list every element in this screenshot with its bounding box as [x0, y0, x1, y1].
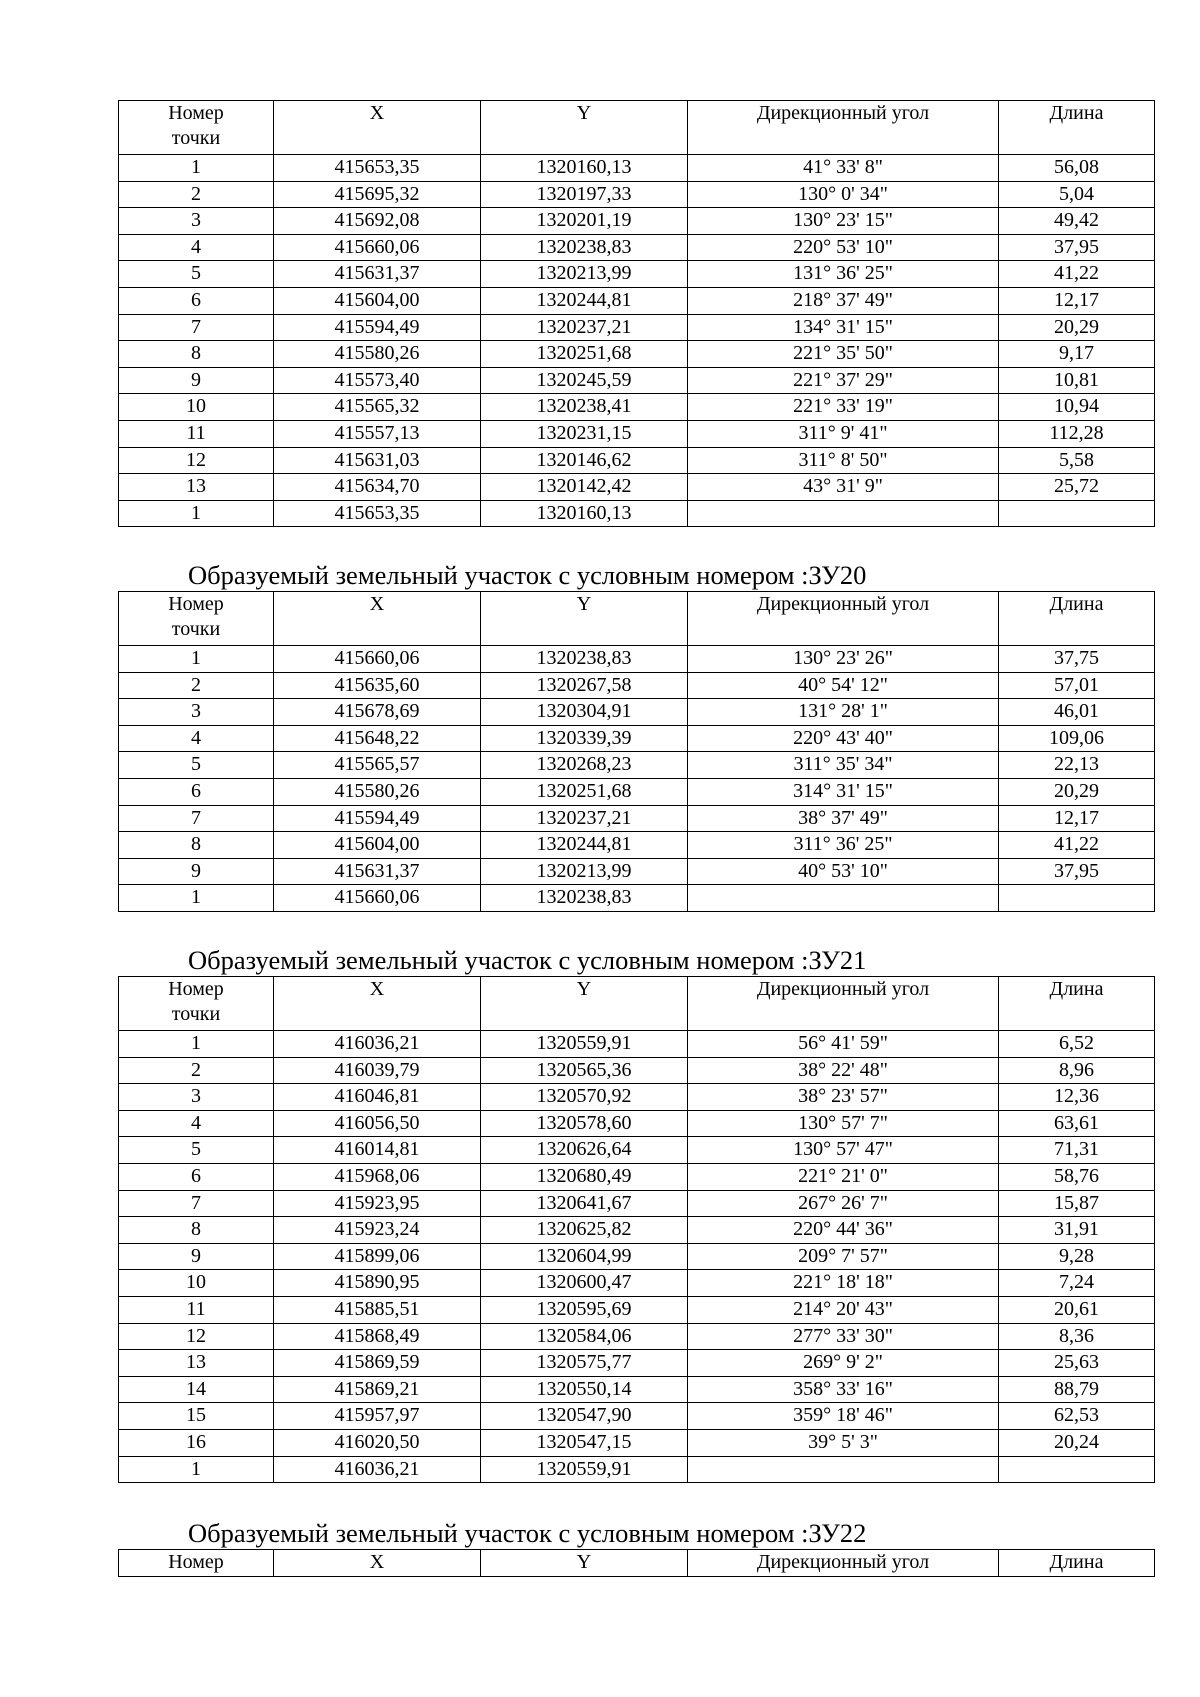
cell-x: 415885,51 — [274, 1296, 481, 1323]
coordinates-table-zu22 — [118, 1549, 1155, 1577]
cell-x: 416036,21 — [274, 1031, 481, 1058]
cell-point-number: 2 — [119, 181, 274, 208]
cell-point-number: 5 — [119, 1137, 274, 1164]
cell-direction-angle: 359° 18' 46" — [688, 1403, 999, 1430]
table-row — [119, 1270, 1155, 1297]
cell-x: 415631,37 — [274, 858, 481, 885]
header-y: Y — [481, 101, 688, 155]
cell-length: 12,36 — [999, 1084, 1155, 1111]
cell-point-number: 6 — [119, 1163, 274, 1190]
cell-y: 1320625,82 — [481, 1217, 688, 1244]
header-length: Длина — [999, 1550, 1155, 1577]
cell-direction-angle: 131° 36' 25" — [688, 261, 999, 288]
cell-y: 1320547,15 — [481, 1429, 688, 1456]
cell-point-number: 4 — [119, 234, 274, 261]
header-x: X — [274, 1550, 481, 1577]
cell-length: 15,87 — [999, 1190, 1155, 1217]
cell-direction-angle: 38° 37' 49" — [688, 805, 999, 832]
cell-x: 416020,50 — [274, 1429, 481, 1456]
cell-direction-angle: 130° 0' 34" — [688, 181, 999, 208]
cell-point-number: 11 — [119, 420, 274, 447]
table-row — [119, 500, 1155, 527]
table-row — [119, 1403, 1155, 1430]
cell-length: 20,24 — [999, 1429, 1155, 1456]
cell-length: 112,28 — [999, 420, 1155, 447]
cell-y: 1320238,83 — [481, 234, 688, 261]
cell-length: 8,36 — [999, 1323, 1155, 1350]
cell-point-number: 5 — [119, 261, 274, 288]
cell-direction-angle: 38° 22' 48" — [688, 1057, 999, 1084]
cell-point-number: 10 — [119, 1270, 274, 1297]
table-row — [119, 1110, 1155, 1137]
cell-point-number: 1 — [119, 646, 274, 673]
cell-x: 415580,26 — [274, 341, 481, 368]
table-row — [119, 1084, 1155, 1111]
cell-length: 5,58 — [999, 447, 1155, 474]
cell-length: 20,29 — [999, 778, 1155, 805]
cell-point-number: 12 — [119, 1323, 274, 1350]
cell-x: 415869,59 — [274, 1350, 481, 1377]
cell-x: 415580,26 — [274, 778, 481, 805]
cell-direction-angle: 56° 41' 59" — [688, 1031, 999, 1058]
cell-point-number: 16 — [119, 1429, 274, 1456]
table-row — [119, 1217, 1155, 1244]
cell-length — [999, 500, 1155, 527]
header-direction-angle: Дирекционный угол — [688, 1550, 999, 1577]
table-header-row — [119, 1550, 1155, 1577]
table-row — [119, 261, 1155, 288]
cell-point-number: 3 — [119, 699, 274, 726]
cell-length: 88,79 — [999, 1376, 1155, 1403]
table-row — [119, 752, 1155, 779]
cell-length: 49,42 — [999, 208, 1155, 235]
table-row — [119, 447, 1155, 474]
header-point-number: Номер — [119, 1550, 274, 1577]
cell-y: 1320550,14 — [481, 1376, 688, 1403]
cell-direction-angle: 221° 21' 0" — [688, 1163, 999, 1190]
cell-x: 415890,95 — [274, 1270, 481, 1297]
cell-length: 5,04 — [999, 181, 1155, 208]
cell-length: 10,81 — [999, 367, 1155, 394]
cell-y: 1320570,92 — [481, 1084, 688, 1111]
cell-y: 1320565,36 — [481, 1057, 688, 1084]
cell-point-number: 11 — [119, 1296, 274, 1323]
cell-direction-angle: 220° 53' 10" — [688, 234, 999, 261]
cell-length: 12,17 — [999, 287, 1155, 314]
cell-x: 416056,50 — [274, 1110, 481, 1137]
cell-y: 1320237,21 — [481, 805, 688, 832]
header-direction-angle: Дирекционный угол — [688, 592, 999, 646]
table-row — [119, 1376, 1155, 1403]
cell-point-number: 9 — [119, 858, 274, 885]
cell-y: 1320584,06 — [481, 1323, 688, 1350]
cell-x: 415869,21 — [274, 1376, 481, 1403]
cell-direction-angle: 43° 31' 9" — [688, 474, 999, 501]
cell-point-number: 1 — [119, 1031, 274, 1058]
table-row — [119, 234, 1155, 261]
table-row — [119, 1429, 1155, 1456]
header-length: Длина — [999, 101, 1155, 155]
cell-length: 63,61 — [999, 1110, 1155, 1137]
cell-y: 1320547,90 — [481, 1403, 688, 1430]
cell-y: 1320213,99 — [481, 261, 688, 288]
section-title-zu22: Образуемый земельный участок с условным номером :ЗУ22 — [188, 1518, 867, 1548]
cell-y: 1320578,60 — [481, 1110, 688, 1137]
table-row — [119, 1323, 1155, 1350]
table-row — [119, 367, 1155, 394]
cell-point-number: 1 — [119, 1456, 274, 1483]
cell-x: 415899,06 — [274, 1243, 481, 1270]
cell-point-number: 9 — [119, 1243, 274, 1270]
cell-length: 41,22 — [999, 261, 1155, 288]
header-direction-angle: Дирекционный угол — [688, 977, 999, 1031]
cell-y: 1320641,67 — [481, 1190, 688, 1217]
table-row — [119, 1456, 1155, 1483]
cell-y: 1320339,39 — [481, 725, 688, 752]
cell-direction-angle: 218° 37' 49" — [688, 287, 999, 314]
cell-x: 416014,81 — [274, 1137, 481, 1164]
cell-y: 1320559,91 — [481, 1031, 688, 1058]
section-title-zu21: Образуемый земельный участок с условным номером :ЗУ21 — [188, 945, 867, 975]
cell-point-number: 7 — [119, 1190, 274, 1217]
cell-y: 1320238,83 — [481, 646, 688, 673]
cell-length: 9,17 — [999, 341, 1155, 368]
header-point-number: Номер точки — [119, 592, 274, 646]
cell-y: 1320238,83 — [481, 885, 688, 912]
cell-point-number: 10 — [119, 394, 274, 421]
cell-point-number: 8 — [119, 341, 274, 368]
cell-point-number: 4 — [119, 725, 274, 752]
cell-direction-angle: 314° 31' 15" — [688, 778, 999, 805]
cell-length: 37,95 — [999, 858, 1155, 885]
cell-direction-angle: 40° 54' 12" — [688, 672, 999, 699]
cell-length: 46,01 — [999, 699, 1155, 726]
cell-length — [999, 885, 1155, 912]
cell-direction-angle: 221° 35' 50" — [688, 341, 999, 368]
header-direction-angle: Дирекционный угол — [688, 101, 999, 155]
table-row — [119, 805, 1155, 832]
cell-direction-angle: 269° 9' 2" — [688, 1350, 999, 1377]
cell-y: 1320600,47 — [481, 1270, 688, 1297]
cell-direction-angle: 220° 43' 40" — [688, 725, 999, 752]
cell-x: 415635,60 — [274, 672, 481, 699]
cell-direction-angle: 277° 33' 30" — [688, 1323, 999, 1350]
table-row — [119, 181, 1155, 208]
cell-point-number: 8 — [119, 832, 274, 859]
cell-x: 415604,00 — [274, 832, 481, 859]
header-y: Y — [481, 977, 688, 1031]
cell-x: 415565,57 — [274, 752, 481, 779]
cell-y: 1320142,42 — [481, 474, 688, 501]
table-row — [119, 885, 1155, 912]
table-row — [119, 341, 1155, 368]
cell-length: 12,17 — [999, 805, 1155, 832]
cell-x: 415968,06 — [274, 1163, 481, 1190]
cell-y: 1320146,62 — [481, 447, 688, 474]
cell-x: 416036,21 — [274, 1456, 481, 1483]
cell-y: 1320213,99 — [481, 858, 688, 885]
table-row — [119, 155, 1155, 182]
cell-length: 25,72 — [999, 474, 1155, 501]
table-row — [119, 858, 1155, 885]
cell-point-number: 5 — [119, 752, 274, 779]
table-row — [119, 699, 1155, 726]
cell-direction-angle: 209° 7' 57" — [688, 1243, 999, 1270]
cell-direction-angle: 221° 18' 18" — [688, 1270, 999, 1297]
cell-length: 25,63 — [999, 1350, 1155, 1377]
cell-length: 41,22 — [999, 832, 1155, 859]
cell-direction-angle: 130° 57' 7" — [688, 1110, 999, 1137]
section-title-zu20: Образуемый земельный участок с условным номером :ЗУ20 — [188, 560, 867, 590]
cell-y: 1320680,49 — [481, 1163, 688, 1190]
cell-y: 1320268,23 — [481, 752, 688, 779]
cell-length — [999, 1456, 1155, 1483]
cell-x: 415557,13 — [274, 420, 481, 447]
header-y: Y — [481, 592, 688, 646]
cell-y: 1320251,68 — [481, 778, 688, 805]
cell-point-number: 3 — [119, 1084, 274, 1111]
cell-point-number: 13 — [119, 1350, 274, 1377]
header-length: Длина — [999, 977, 1155, 1031]
table-row — [119, 1163, 1155, 1190]
cell-direction-angle — [688, 1456, 999, 1483]
table-row — [119, 672, 1155, 699]
cell-x: 415631,37 — [274, 261, 481, 288]
cell-x: 416039,79 — [274, 1057, 481, 1084]
cell-point-number: 15 — [119, 1403, 274, 1430]
cell-x: 415634,70 — [274, 474, 481, 501]
table-header-row — [119, 101, 1155, 155]
cell-direction-angle: 311° 8' 50" — [688, 447, 999, 474]
cell-length: 20,61 — [999, 1296, 1155, 1323]
cell-y: 1320160,13 — [481, 155, 688, 182]
cell-direction-angle: 221° 33' 19" — [688, 394, 999, 421]
cell-direction-angle: 40° 53' 10" — [688, 858, 999, 885]
cell-direction-angle: 221° 37' 29" — [688, 367, 999, 394]
cell-direction-angle: 41° 33' 8" — [688, 155, 999, 182]
cell-direction-angle: 311° 35' 34" — [688, 752, 999, 779]
cell-y: 1320559,91 — [481, 1456, 688, 1483]
cell-y: 1320251,68 — [481, 341, 688, 368]
cell-direction-angle: 267° 26' 7" — [688, 1190, 999, 1217]
cell-x: 415678,69 — [274, 699, 481, 726]
cell-length: 71,31 — [999, 1137, 1155, 1164]
table-row — [119, 646, 1155, 673]
cell-length: 7,24 — [999, 1270, 1155, 1297]
cell-y: 1320626,64 — [481, 1137, 688, 1164]
cell-direction-angle: 130° 23' 15" — [688, 208, 999, 235]
cell-direction-angle — [688, 500, 999, 527]
cell-length: 37,75 — [999, 646, 1155, 673]
table-row — [119, 314, 1155, 341]
cell-x: 415692,08 — [274, 208, 481, 235]
cell-length: 58,76 — [999, 1163, 1155, 1190]
cell-direction-angle: 39° 5' 3" — [688, 1429, 999, 1456]
table-row — [119, 832, 1155, 859]
cell-x: 415695,32 — [274, 181, 481, 208]
cell-x: 415660,06 — [274, 885, 481, 912]
header-x: X — [274, 101, 481, 155]
cell-x: 415653,35 — [274, 155, 481, 182]
cell-direction-angle: 358° 33' 16" — [688, 1376, 999, 1403]
cell-point-number: 1 — [119, 885, 274, 912]
cell-length: 31,91 — [999, 1217, 1155, 1244]
cell-x: 415653,35 — [274, 500, 481, 527]
header-x: X — [274, 592, 481, 646]
cell-point-number: 12 — [119, 447, 274, 474]
table-row — [119, 1190, 1155, 1217]
coordinates-table-1 — [118, 100, 1155, 527]
cell-y: 1320244,81 — [481, 287, 688, 314]
header-x: X — [274, 977, 481, 1031]
cell-direction-angle: 214° 20' 43" — [688, 1296, 999, 1323]
cell-point-number: 4 — [119, 1110, 274, 1137]
cell-length: 8,96 — [999, 1057, 1155, 1084]
cell-point-number: 2 — [119, 672, 274, 699]
cell-x: 415573,40 — [274, 367, 481, 394]
header-length: Длина — [999, 592, 1155, 646]
cell-y: 1320304,91 — [481, 699, 688, 726]
cell-direction-angle: 220° 44' 36" — [688, 1217, 999, 1244]
cell-x: 415565,32 — [274, 394, 481, 421]
table-row — [119, 1350, 1155, 1377]
header-y: Y — [481, 1550, 688, 1577]
cell-x: 415923,95 — [274, 1190, 481, 1217]
cell-y: 1320197,33 — [481, 181, 688, 208]
table-row — [119, 1243, 1155, 1270]
cell-x: 415660,06 — [274, 646, 481, 673]
cell-point-number: 3 — [119, 208, 274, 235]
table-row — [119, 420, 1155, 447]
cell-length: 37,95 — [999, 234, 1155, 261]
cell-length: 62,53 — [999, 1403, 1155, 1430]
table-row — [119, 1137, 1155, 1164]
cell-length: 9,28 — [999, 1243, 1155, 1270]
cell-y: 1320160,13 — [481, 500, 688, 527]
cell-point-number: 7 — [119, 314, 274, 341]
table-row — [119, 1296, 1155, 1323]
table-row — [119, 287, 1155, 314]
cell-length: 10,94 — [999, 394, 1155, 421]
table-row — [119, 1057, 1155, 1084]
cell-direction-angle: 130° 23' 26" — [688, 646, 999, 673]
cell-point-number: 13 — [119, 474, 274, 501]
coordinates-table-zu21 — [118, 976, 1155, 1483]
cell-length: 56,08 — [999, 155, 1155, 182]
cell-x: 415957,97 — [274, 1403, 481, 1430]
cell-x: 415868,49 — [274, 1323, 481, 1350]
cell-direction-angle: 311° 36' 25" — [688, 832, 999, 859]
cell-y: 1320604,99 — [481, 1243, 688, 1270]
coordinates-table-zu20 — [118, 591, 1155, 912]
cell-length: 57,01 — [999, 672, 1155, 699]
cell-y: 1320231,15 — [481, 420, 688, 447]
cell-point-number: 2 — [119, 1057, 274, 1084]
cell-y: 1320237,21 — [481, 314, 688, 341]
cell-direction-angle — [688, 885, 999, 912]
table-row — [119, 1031, 1155, 1058]
cell-x: 415631,03 — [274, 447, 481, 474]
cell-x: 415594,49 — [274, 805, 481, 832]
cell-x: 415604,00 — [274, 287, 481, 314]
cell-y: 1320575,77 — [481, 1350, 688, 1377]
cell-x: 415923,24 — [274, 1217, 481, 1244]
cell-x: 415648,22 — [274, 725, 481, 752]
cell-direction-angle: 130° 57' 47" — [688, 1137, 999, 1164]
table-row — [119, 778, 1155, 805]
cell-direction-angle: 134° 31' 15" — [688, 314, 999, 341]
cell-x: 415660,06 — [274, 234, 481, 261]
cell-length: 109,06 — [999, 725, 1155, 752]
cell-y: 1320238,41 — [481, 394, 688, 421]
cell-y: 1320595,69 — [481, 1296, 688, 1323]
cell-y: 1320245,59 — [481, 367, 688, 394]
cell-point-number: 1 — [119, 500, 274, 527]
cell-direction-angle: 311° 9' 41" — [688, 420, 999, 447]
cell-y: 1320201,19 — [481, 208, 688, 235]
cell-point-number: 7 — [119, 805, 274, 832]
cell-y: 1320267,58 — [481, 672, 688, 699]
cell-direction-angle: 131° 28' 1" — [688, 699, 999, 726]
cell-point-number: 6 — [119, 287, 274, 314]
table-row — [119, 474, 1155, 501]
cell-x: 416046,81 — [274, 1084, 481, 1111]
cell-y: 1320244,81 — [481, 832, 688, 859]
cell-length: 20,29 — [999, 314, 1155, 341]
table-header-row — [119, 592, 1155, 646]
cell-point-number: 9 — [119, 367, 274, 394]
table-row — [119, 208, 1155, 235]
table-row — [119, 394, 1155, 421]
table-header-row — [119, 977, 1155, 1031]
cell-direction-angle: 38° 23' 57" — [688, 1084, 999, 1111]
cell-length: 22,13 — [999, 752, 1155, 779]
cell-point-number: 14 — [119, 1376, 274, 1403]
cell-length: 6,52 — [999, 1031, 1155, 1058]
cell-x: 415594,49 — [274, 314, 481, 341]
cell-point-number: 8 — [119, 1217, 274, 1244]
cell-point-number: 1 — [119, 155, 274, 182]
table-row — [119, 725, 1155, 752]
header-point-number: Номер точки — [119, 101, 274, 155]
header-point-number: Номер точки — [119, 977, 274, 1031]
cell-point-number: 6 — [119, 778, 274, 805]
